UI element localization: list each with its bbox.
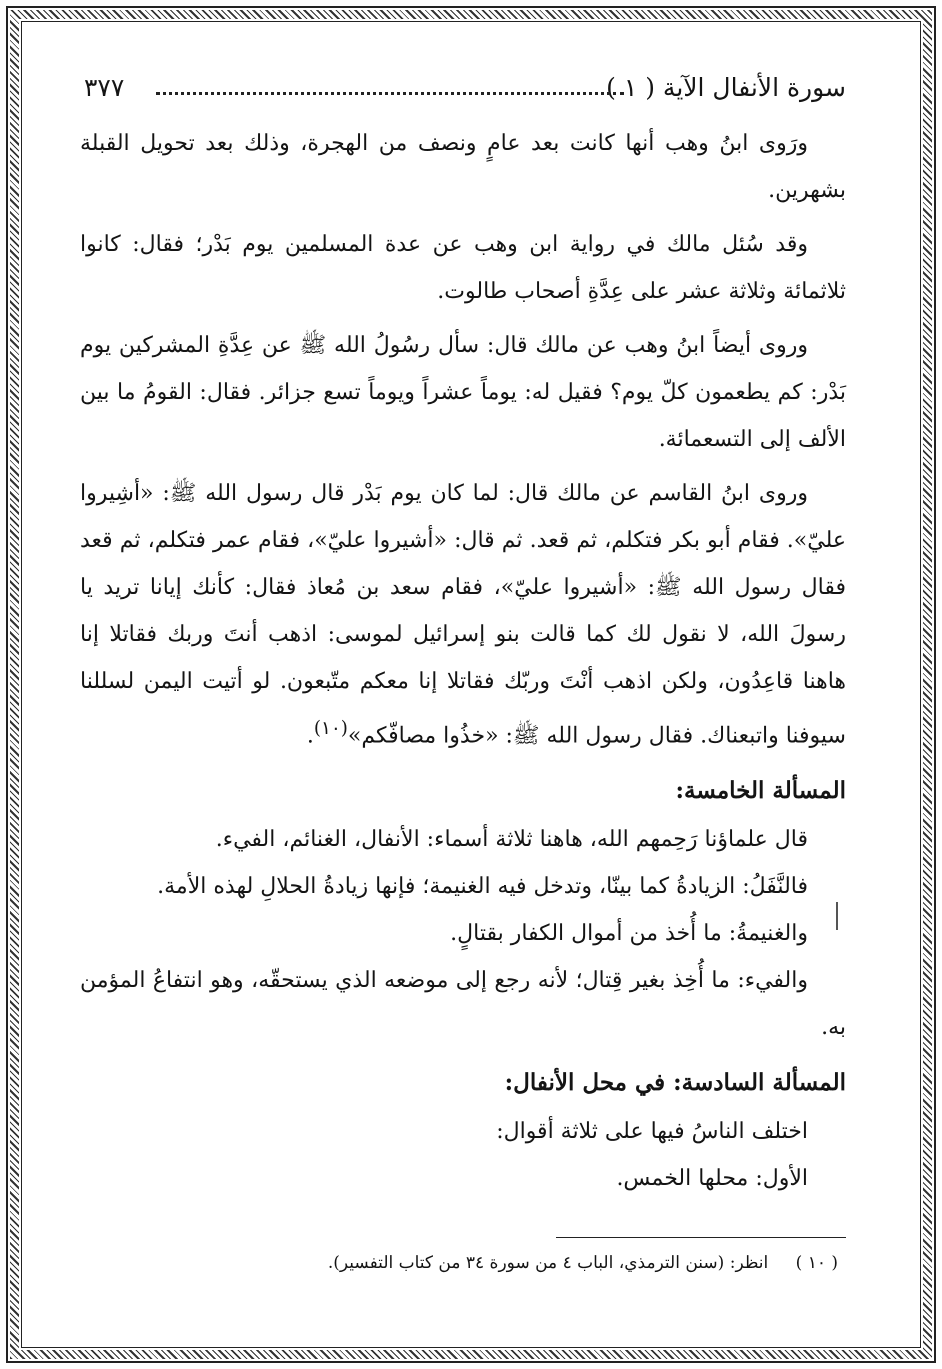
- page-body: [80, 120, 846, 1202]
- header-title: سورة الأنفال الآية ( ١ ): [606, 73, 846, 102]
- footnote-text: انظر: (سنن الترمذي، الباب ٤ من سورة ٣٤ من كتاب التفسير).: [327, 1253, 769, 1273]
- section-heading-5: المسألة الخامسة:: [675, 777, 846, 805]
- header-leader-dots: [156, 78, 624, 95]
- paragraph-3: وروى أيضاً ابنُ وهب عن مالك قال: سأل رسُولُ الله ﷺ عن عِدَّةِ المشركين يوم بَدْر: كم يطعمون كلّ يوم؟ فقيل له: يوماً عشراً ويوماً تسع جزائر. فقال: القومُ ما بين الألف إلى التسعمائة.: [80, 333, 846, 452]
- page-number: ٣٧٧: [84, 73, 125, 102]
- paragraph-5: قال علماؤنا رَحِمهم الله، هاهنا ثلاثة أسماء: الأنفال، الغنائم، الفيء.: [215, 827, 808, 853]
- paragraph-8: والفيء: ما أُخِذ بغير قِتال؛ لأنه رجع إلى موضعه الذي يستحقّه، وهو انتفاعُ المؤمن به.: [80, 968, 846, 1041]
- paragraph-6: فالنَّفَلُ: الزيادةُ كما بينّا، وتدخل فيه الغنيمة؛ فإنها زيادةُ الحلالِ لهذه الأمة.: [157, 874, 808, 900]
- footnote-reference[interactable]: (١٠): [313, 718, 348, 739]
- margin-mark: [836, 902, 838, 930]
- paragraph-4: [80, 470, 846, 759]
- paragraph-2: وقد سُئل مالك في رواية ابن وهب عن عدة المسلمين يوم بَدْر؛ فقال: كانوا ثلاثمائة وثلاثة عشر على عِدَّةِ أصحاب طالوت.: [80, 232, 846, 304]
- paragraph-1: ورَوى ابنُ وهب أنها كانت بعد عامٍ ونصف من الهجرة، وذلك بعد تحويل القبلة بشهرين.: [80, 131, 846, 203]
- section-heading-6: المسألة السادسة: في محل الأنفال:: [504, 1069, 846, 1097]
- footnote: [328, 1248, 838, 1278]
- running-header: [84, 68, 846, 108]
- paragraph-9: اختلف الناسُ فيها على ثلاثة أقوال:: [496, 1119, 808, 1145]
- paragraph-7: والغنيمةُ: ما أُخذ من أموال الكفار بقتالٍ.: [450, 921, 808, 947]
- paragraph-10: الأول: محلها الخمس.: [616, 1166, 808, 1192]
- footnote-number: ( ١٠ ): [795, 1253, 838, 1273]
- paragraph-4-end: .: [306, 723, 314, 749]
- footnote-separator: [556, 1237, 846, 1238]
- paragraph-4-text: وروى ابنُ القاسم عن مالك قال: لما كان يوم بَدْر قال رسول الله ﷺ: «أشِيروا عليّ». فقام أبو بكر فتكلم، ثم قعد. ثم قال: «أشيروا عليّ»، فقام عمر فتكلم، ثم قعد فقال رسول الله ﷺ: «أشيروا عليّ»، فقام سعد بن مُعاذ فقال: كأنك إيانا تريد يا رسولَ الله، لا نقول لك كما قالت بنو إسرائيل لموسى: اذهب أنتَ وربك فقاتلا إنا هاهنا قاعِدُون، ولكن اذهب أنْتَ وربّك فقاتلا إنا معكم متّبعون. لو أتيت اليمن لسللنا سيوفنا واتبعناك. فقال رسول الله ﷺ: «خذُوا مصافّكم»: [80, 481, 846, 749]
